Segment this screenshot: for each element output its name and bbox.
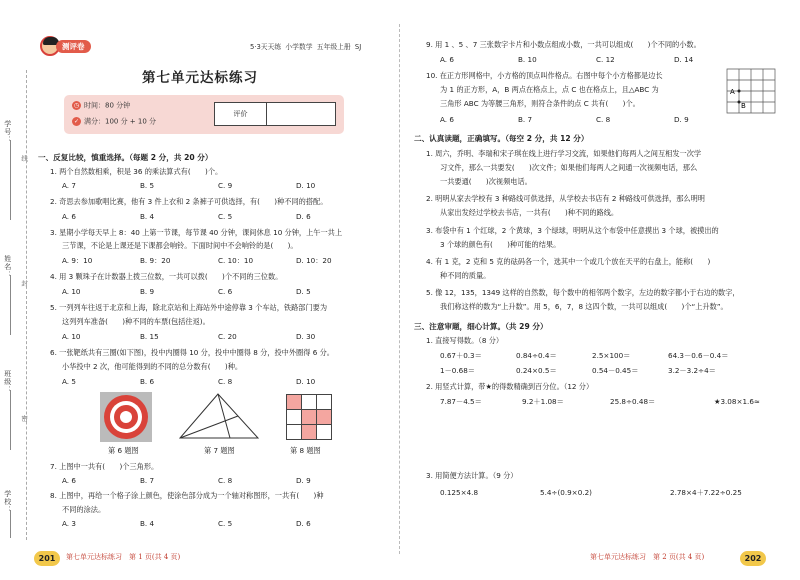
fill-1-cont-2: 一共要通( )次视频电话。	[440, 177, 532, 186]
triangle-figure	[178, 392, 260, 442]
score-box[interactable]	[214, 102, 336, 126]
binding-strip	[0, 70, 34, 540]
seal-seal: 封	[20, 280, 29, 287]
inner-ring	[120, 411, 132, 423]
calc-1-row-2: 1－0.68＝ 0.24×0.5＝ 0.54－0.45＝ 3.2－3.2÷4＝	[440, 366, 716, 375]
question-10-cont-1: 为 1 的正方形，A，B 两点在格点上，点 C 也在格点上，且△ABC 为	[440, 85, 659, 94]
outer-triangle	[180, 394, 258, 438]
badge-label: 测评卷	[56, 40, 91, 53]
school-label: 学校：	[3, 490, 12, 514]
calc-3-row: 0.125×4.8 5.4÷(0.9×0.2) 2.78×4＋7.22÷0.25	[440, 488, 742, 497]
question-5-options: A. 10 B. 15 C. 20 D. 30	[62, 332, 316, 341]
fig7-caption: 第 7 题图	[204, 446, 235, 455]
fill-1: 1. 周六，乔明、李瑞和宋子琪在线上进行学习交流，如果他们每两人之间互相发一次学	[426, 149, 702, 158]
question-1-options: A. 7 B. 5 C. 9 D. 10	[62, 181, 316, 190]
page-number-left: 201	[34, 551, 60, 566]
question-10-cont-2: 三角形 ABC 为等腰三角形，则符合条件的点 C 共有( )个。	[440, 99, 640, 108]
check-icon: ✓	[73, 118, 80, 125]
name-label: 姓名：	[3, 255, 12, 279]
target-figure	[100, 392, 152, 442]
calc-1-row-1: 0.67＋0.3＝ 0.84÷0.4＝ 2.5×100＝ 64.3－0.6－0.4＝	[440, 351, 729, 360]
section-1-title: 一、反复比较，慎重选择。（每题 2 分，共 20 分）	[38, 153, 213, 162]
cell-1-2	[316, 409, 331, 424]
cell-0-0	[286, 394, 301, 409]
question-4-options: A. 10 B. 9 C. 6 D. 5	[62, 287, 311, 296]
score-label: 评价	[215, 103, 267, 125]
cell-2-1	[301, 424, 316, 439]
calc-2-row: 7.87－4.5＝ 9.2＋1.08＝ 25.8÷0.48＝ ★3.08×1.6≈	[440, 397, 760, 406]
question-2: 2. 奇思去参加歌唱比赛，他有 3 件上衣和 2 条裤子可供选择，有( )种不同的搭配。	[50, 197, 328, 206]
label-a: A	[730, 88, 735, 96]
book-header: 5·3天天练 小学数学 五年级上册 SJ	[250, 43, 362, 51]
class-label: 班级：	[3, 370, 12, 394]
question-1: 1. 两个自然数相乘，积是 36 的乘法算式有( )个。	[50, 167, 223, 176]
section-3-title: 三、注意审题，细心计算。（共 29 分）	[414, 322, 548, 331]
question-6-options: A. 5 B. 6 C. 8 D. 10	[62, 377, 316, 386]
clock-icon: ◷	[73, 102, 80, 109]
footer-left: 第七单元达标练习 第 1 页(共 4 页)	[66, 553, 181, 561]
right-page	[400, 0, 800, 580]
seal-line: 线	[20, 155, 29, 162]
question-4: 4. 用 3 颗珠子在计数器上拨三位数，一共可以拨( )个不同的三位数。	[50, 272, 283, 281]
fill-2: 2. 明明从家去学校有 3 种路线可供选择，从学校去书店有 2 种路线可供选择，那么明明	[426, 194, 705, 203]
info-box	[64, 95, 344, 134]
fill-1-cont-1: 习文件，那么一共要发( )次文件；如果他们每两人之间通一次视频电话，那么	[440, 163, 698, 172]
question-10-options: A. 6 B. 7 C. 8 D. 9	[440, 115, 689, 124]
calc-3-title: 3. 用简便方法计算。（9 分）	[426, 471, 518, 480]
fill-4: 4. 有 1 克，2 克和 5 克的砝码各一个，选其中一个或几个放在天平的右盘上，能称( )	[426, 257, 711, 266]
point-a	[738, 90, 741, 93]
question-3: 3. 星期小学每天早上 8：40 上第一节课，每节课 40 分钟，课间休息 10 分钟，上午一共上	[50, 228, 343, 237]
fill-4-cont: 种不同的质量。	[440, 271, 491, 280]
question-8-options: A. 3 B. 4 C. 5 D. 6	[62, 519, 311, 528]
question-8: 8. 上图中，再给一个格子涂上颜色，使涂色部分成为一个轴对称图形，一共有( )种	[50, 491, 324, 500]
full-score: 满分：100 分 + 10 分	[84, 117, 157, 126]
time-limit: 时间：80 分钟	[84, 101, 131, 110]
cell-1-1	[301, 409, 316, 424]
id-label: 学号：	[3, 120, 12, 144]
point-grid	[726, 68, 776, 114]
section-2-title: 二、认真读题，正确填写。（每空 2 分，共 12 分）	[414, 134, 589, 143]
question-5-cont: 这列列车准备( )种不同的车票(包括往返)。	[62, 317, 210, 326]
label-b: B	[741, 102, 746, 110]
question-9: 9. 用 1 、5 、7 三张数字卡片和小数点组成小数，一共可以组成( )个不同的小数。	[426, 40, 701, 49]
question-6-cont: 小华投中 2 次，他可能得到的不同的总分数有( )种。	[62, 362, 243, 371]
fill-2-cont: 从家出发经过学校去书店，一共有( )种不同的路线。	[440, 208, 619, 217]
fill-5: 5. 像 12，135，1349 这样的自然数，每个数中的相邻两个数字，左边的数字都小于右边的数字，	[426, 288, 740, 297]
fig8-caption: 第 8 题图	[290, 446, 321, 455]
grid-figure	[286, 394, 332, 440]
question-7: 7. 上图中一共有( )个三角形。	[50, 462, 159, 471]
footer-right: 第七单元达标练习 第 2 页(共 4 页)	[590, 553, 705, 561]
question-7-options: A. 6 B. 7 C. 8 D. 9	[62, 476, 311, 485]
page-number-right: 202	[740, 551, 766, 566]
question-8-cont: 不同的涂法。	[62, 505, 106, 514]
test-badge	[40, 36, 92, 56]
question-6: 6. 一张靶纸共有三圈(如下图)，投中内圈得 10 分，投中中圈得 8 分，投中外圈得 6 分。	[50, 348, 334, 357]
question-9-options: A. 6 B. 10 C. 12 D. 14	[440, 55, 694, 64]
question-3-options: A. 9：10 B. 9：20 C. 10：10 D. 10：20	[62, 256, 332, 265]
page-title: 第七单元达标练习	[142, 70, 258, 86]
fill-5-cont: 我们称这样的数为“上升数”。用 5，6，7，8 这四个数，一共可以组成( )个“上升数”。	[440, 302, 728, 311]
fill-3-cont: 3 个球的颜色有( )种可能的结果。	[440, 240, 561, 249]
question-3-cont: 三节课，不论是上课还是下课都会响铃。下面时间中不会响铃的是( )。	[62, 241, 298, 250]
fill-3: 3. 布袋中有 1 个红球，2 个黄球，3 个绿球，明明从这个布袋中任意摸出 3 个球，被摸出的	[426, 226, 719, 235]
question-5: 5. 一列列车往返于北京和上海，除北京站和上海站外中途停靠 3 个车站，铁路部门要为	[50, 303, 328, 312]
seal-secret: 密	[20, 415, 29, 422]
calc-2-title: 2. 用竖式计算，带★的得数精确到百分位。（12 分）	[426, 382, 594, 391]
question-10: 10. 在正方形网格中，小方格的顶点叫作格点。右图中每个小方格都是边长	[426, 71, 663, 80]
fig6-caption: 第 6 题图	[108, 446, 139, 455]
calc-1-title: 1. 直接写得数。（8 分）	[426, 336, 504, 345]
question-2-options: A. 6 B. 4 C. 5 D. 6	[62, 212, 311, 221]
